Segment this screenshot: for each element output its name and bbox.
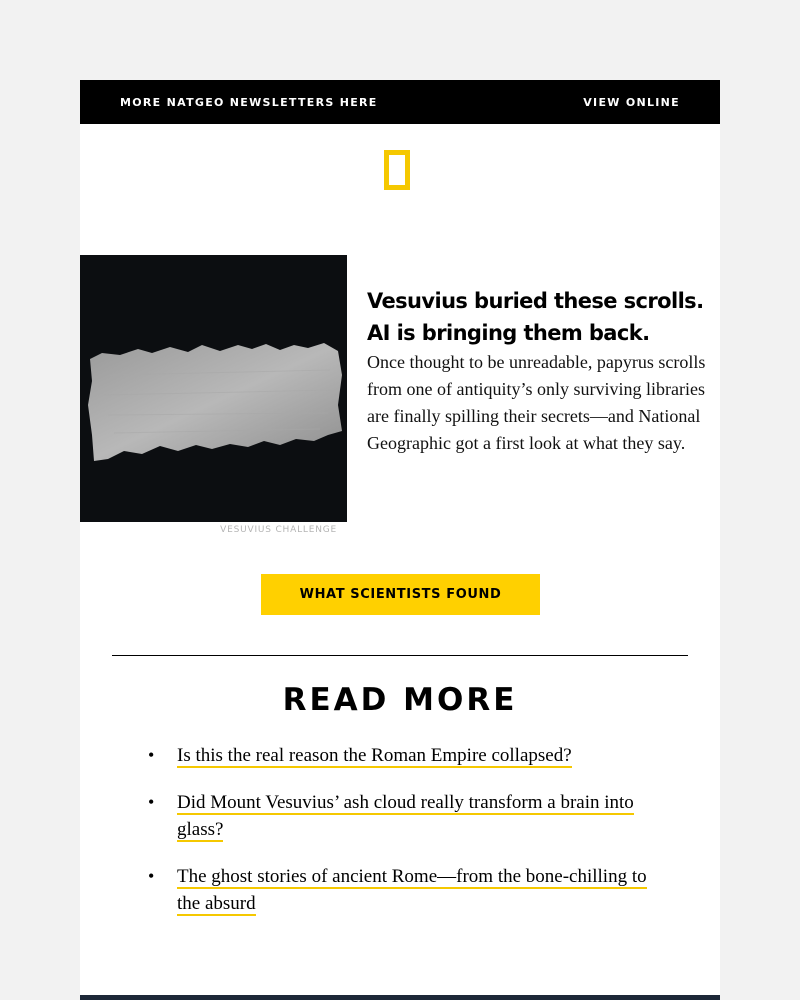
story-text [367, 285, 707, 457]
read-more-link-ghost-stories[interactable]: The ghost stories of ancient Rome—from the bone-chilling to the absurd [177, 866, 647, 914]
image-credit: VESUVIUS CHALLENGE [220, 525, 337, 535]
bullet-icon: • [148, 745, 155, 765]
papyrus-scroll-image [80, 255, 347, 522]
read-more-list [148, 742, 648, 937]
story-dek: Once thought to be unreadable, papyrus scrolls from one of antiquity’s only surviving libraries are finally spilling their secrets—and National Geographic got a first look at what they say. [367, 352, 706, 453]
list-item [148, 863, 648, 917]
email-container [80, 80, 720, 1000]
read-more-link-roman-empire[interactable]: Is this the real reason the Roman Empire collapsed? [177, 745, 572, 766]
logo-area [80, 124, 720, 255]
section-divider [112, 655, 688, 656]
list-item [148, 742, 648, 769]
what-scientists-found-button[interactable]: WHAT SCIENTISTS FOUND [261, 574, 540, 615]
more-newsletters-link[interactable]: MORE NATGEO NEWSLETTERS HERE [120, 95, 378, 109]
bullet-icon: • [148, 866, 155, 886]
feature-story [80, 255, 720, 535]
list-item [148, 789, 648, 843]
footer-image-edge [80, 995, 720, 1000]
bullet-icon: • [148, 792, 155, 812]
scroll-image[interactable] [80, 255, 347, 522]
read-more-heading: READ MORE [282, 682, 518, 718]
natgeo-logo-icon[interactable] [384, 150, 410, 190]
story-headline[interactable]: Vesuvius buried these scrolls. AI is bringing them back. [367, 289, 704, 345]
read-more-link-vesuvius-brain[interactable]: Did Mount Vesuvius’ ash cloud really transform a brain into glass? [177, 792, 634, 840]
view-online-link[interactable]: VIEW ONLINE [583, 95, 680, 109]
header-bar [80, 80, 720, 124]
